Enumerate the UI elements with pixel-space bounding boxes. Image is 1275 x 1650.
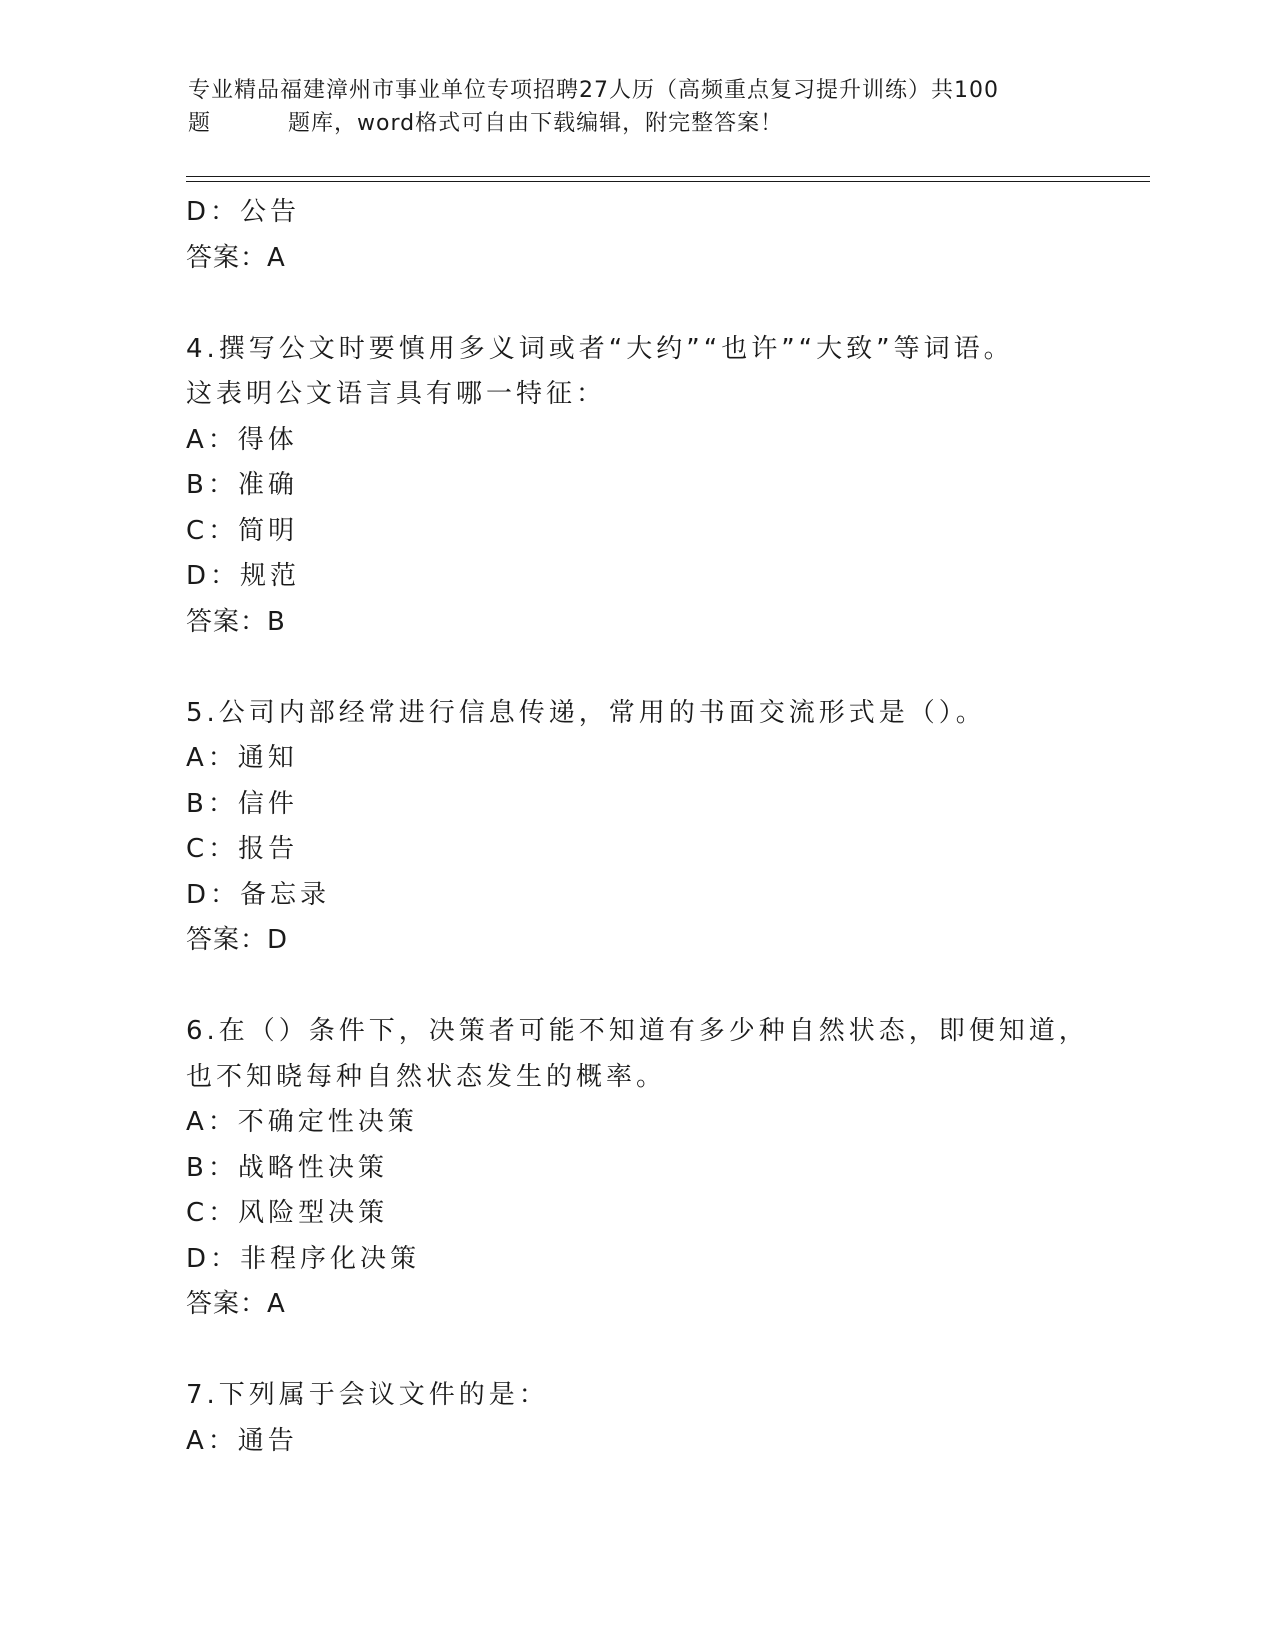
question-block-6 (186, 1009, 1089, 1328)
answer-line: 答案：A (186, 1289, 286, 1319)
option-a: A：通知 (186, 743, 298, 773)
header-title-line1: 专业精品福建漳州市事业单位专项招聘27人历（高频重点复习提升训练）共100 (188, 78, 999, 103)
header-title-rest: 题库，word格式可自由下载编辑，附完整答案！ (288, 111, 784, 136)
question-stem: 5.公司内部经常进行信息传递，常用的书面交流形式是（）。 (186, 697, 986, 728)
answer-line: 答案：A (186, 242, 286, 273)
option-a: A：不确定性决策 (186, 1107, 418, 1137)
option-c: C：报告 (186, 834, 299, 864)
header-divider-top (186, 176, 1150, 177)
option-d: D：非程序化决策 (186, 1243, 421, 1274)
spacer (186, 645, 1086, 691)
option-d: D：公告 (186, 197, 301, 227)
question-block-prev (186, 190, 1086, 281)
question-block-7 (186, 1373, 1086, 1464)
option-b: B：战略性决策 (186, 1152, 388, 1183)
option-a: A：通告 (186, 1425, 298, 1456)
question-stem: 4.撰写公文时要慎用多义词或者“大约”“也许”“大致”等词语。 (186, 333, 1014, 364)
option-d: D：备忘录 (186, 879, 331, 910)
header-title-line2 (188, 107, 1088, 140)
question-stem-continued: 也不知晓每种自然状态发生的概率。 (186, 1061, 667, 1092)
question-list (186, 190, 1089, 1464)
question-block-4 (186, 327, 1086, 646)
option-c: C：风险型决策 (186, 1198, 389, 1228)
answer-line: 答案：B (186, 606, 286, 637)
question-stem: 6.在（）条件下，决策者可能不知道有多少种自然状态，即便知道， (186, 1016, 1089, 1046)
option-b: B：信件 (186, 788, 298, 819)
spacer (186, 964, 1086, 1010)
spacer (186, 281, 1086, 327)
option-b: B：准确 (186, 470, 298, 500)
header-divider-bottom (186, 181, 1150, 182)
spacer (186, 1328, 1086, 1374)
question-stem-continued: 这表明公文语言具有哪一特征： (186, 379, 607, 409)
option-c: C：简明 (186, 515, 299, 546)
option-a: A：得体 (186, 424, 298, 455)
question-stem: 7.下列属于会议文件的是： (186, 1380, 549, 1410)
option-d: D：规范 (186, 561, 301, 591)
question-block-5 (186, 691, 1086, 964)
header-title-lead: 题 (188, 111, 212, 136)
answer-line: 答案：D (186, 925, 289, 955)
page-header (188, 74, 1088, 140)
